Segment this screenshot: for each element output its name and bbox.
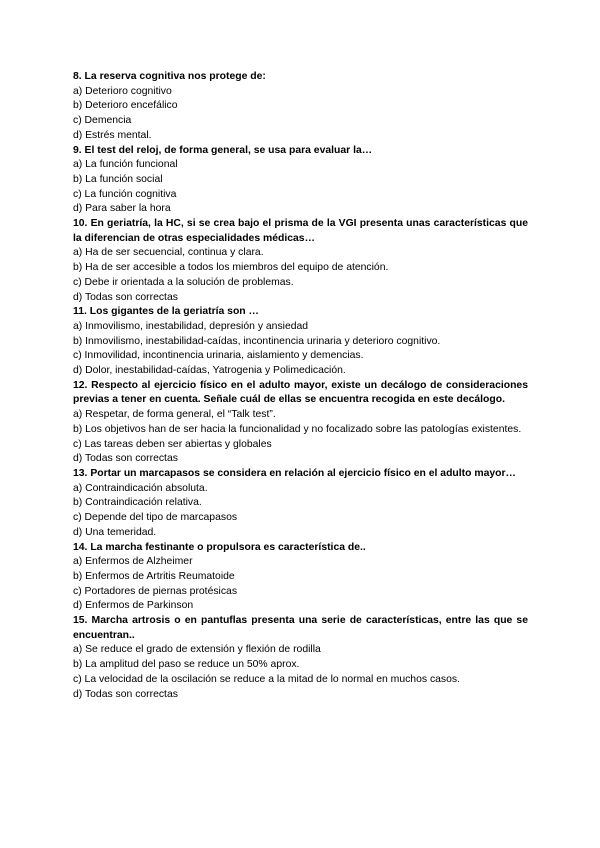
option-b: b) La función social: [73, 173, 163, 185]
option-d: d) Todas son correctas: [73, 291, 178, 303]
question-text: 9. El test del reloj, de forma general, se usa para evaluar la…: [73, 144, 373, 156]
question-9: [73, 144, 528, 218]
question-8: [73, 70, 528, 144]
option-a: a) Deterioro cognitivo: [73, 85, 172, 97]
document-page: [73, 70, 528, 702]
option-b: b) Deterioro encefálico: [73, 100, 178, 112]
question-text: 15. Marcha artrosis o en pantuflas presenta una serie de características, entre las que se encuentran..: [73, 615, 528, 641]
option-b: b) Enfermos de Artritis Reumatoide: [73, 570, 235, 582]
option-c: c) La velocidad de la oscilación se reduce a la mitad de lo normal en muchos casos.: [73, 673, 460, 685]
option-a: a) Contraindicación absoluta.: [73, 482, 208, 494]
question-14: [73, 541, 528, 615]
option-b: b) Inmovilismo, inestabilidad-caídas, incontinencia urinaria y deterioro cognitivo.: [73, 335, 441, 347]
question-15: [73, 614, 528, 702]
option-c: c) Depende del tipo de marcapasos: [73, 512, 238, 524]
option-b: b) Contraindicación relativa.: [73, 497, 202, 509]
question-text: 13. Portar un marcapasos se considera en relación al ejercicio físico en el adulto mayor…: [73, 467, 516, 479]
question-text: 8. La reserva cognitiva nos protege de:: [73, 71, 266, 82]
option-c: c) La función cognitiva: [73, 188, 177, 200]
option-d: d) Todas son correctas: [73, 453, 178, 465]
option-a: a) La función funcional: [73, 159, 178, 171]
option-c: c) Inmovilidad, incontinencia urinaria, aislamiento y demencias.: [73, 350, 364, 362]
question-12: [73, 379, 528, 467]
option-d: d) Para saber la hora: [73, 203, 171, 215]
question-text: 14. La marcha festinante o propulsora es característica de..: [73, 541, 366, 553]
option-d: d) Enfermos de Parkinson: [73, 600, 194, 612]
question-13: [73, 467, 528, 541]
option-a: a) Inmovilismo, inestabilidad, depresión y ansiedad: [73, 320, 309, 332]
option-b: b) Ha de ser accesible a todos los miembros del equipo de atención.: [73, 262, 389, 274]
option-a: a) Enfermos de Alzheimer: [73, 556, 193, 568]
option-a: a) Respetar, de forma general, el “Talk test”.: [73, 409, 276, 421]
option-b: b) Los objetivos han de ser hacia la funcionalidad y no focalizado sobre las patologías existentes.: [73, 423, 522, 435]
option-d: d) Dolor, inestabilidad-caídas, Yatrogenia y Polimedicación.: [73, 365, 346, 377]
option-a: a) Se reduce el grado de extensión y flexión de rodilla: [73, 644, 321, 656]
option-c: c) Las tareas deben ser abiertas y globales: [73, 438, 272, 450]
option-c: c) Debe ir orientada a la solución de problemas.: [73, 276, 294, 288]
option-c: c) Demencia: [73, 115, 132, 127]
question-text: 11. Los gigantes de la geriatría son …: [73, 306, 259, 318]
question-10: [73, 217, 528, 305]
option-a: a) Ha de ser secuencial, continua y clara.: [73, 247, 264, 259]
option-d: d) Todas son correctas: [73, 688, 178, 700]
question-text: 12. Respecto al ejercicio físico en el adulto mayor, existe un decálogo de consideraciones previas a tener en cuenta. Señale cuál de ellas se encuentra recogida en este decálogo.: [73, 379, 528, 406]
option-b: b) La amplitud del paso se reduce un 50% aprox.: [73, 659, 300, 671]
option-c: c) Portadores de piernas protésicas: [73, 585, 238, 597]
option-d: d) Estrés mental.: [73, 129, 152, 141]
option-d: d) Una temeridad.: [73, 526, 157, 538]
question-11: [73, 305, 528, 379]
question-text: 10. En geriatría, la HC, si se crea bajo el prisma de la VGI presenta unas características que la diferencian de otras especialidades médicas…: [73, 218, 528, 244]
